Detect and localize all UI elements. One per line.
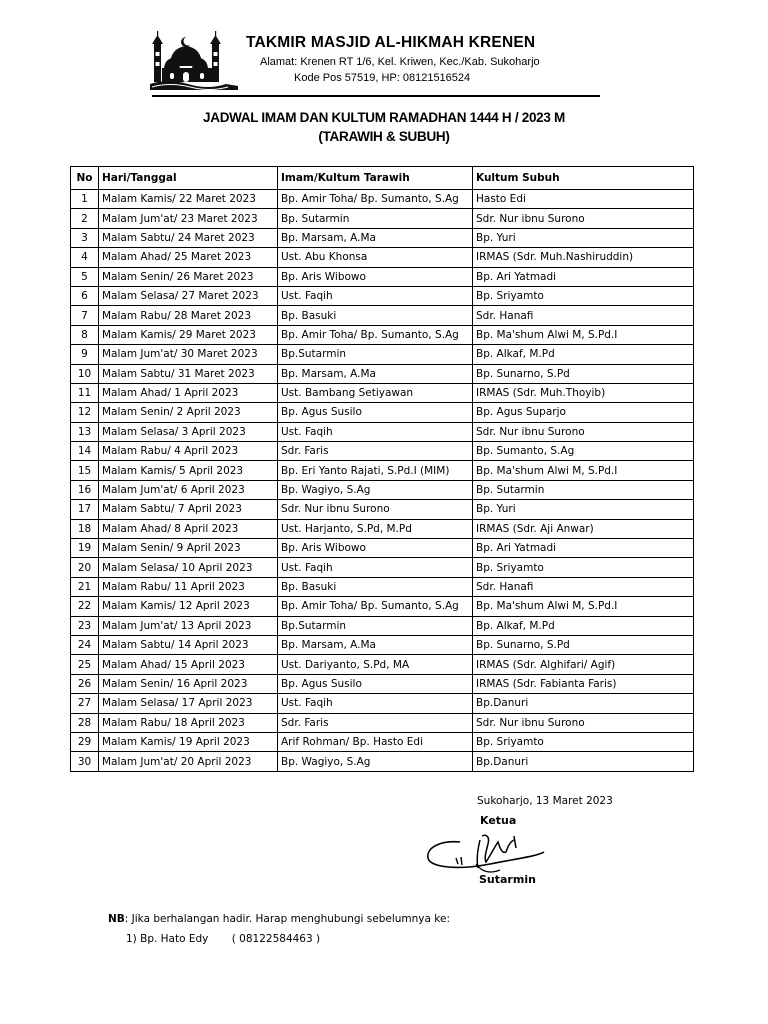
cell-date: Malam Selasa/ 3 April 2023 — [99, 422, 278, 441]
cell-subuh: Hasto Edi — [473, 190, 694, 209]
cell-subuh: Bp. Sriyamto — [473, 558, 694, 577]
cell-subuh: Bp. Ma'shum Alwi M, S.Pd.I — [473, 325, 694, 344]
cell-date: Malam Kamis/ 19 April 2023 — [99, 732, 278, 751]
cell-tarawih: Bp. Wagiyo, S.Ag — [278, 752, 473, 771]
table-row — [71, 558, 694, 577]
cell-subuh: Sdr. Hanafi — [473, 577, 694, 596]
cell-date: Malam Selasa/ 27 Maret 2023 — [99, 286, 278, 305]
cell-no: 2 — [71, 209, 99, 228]
table-row — [71, 480, 694, 499]
cell-no: 12 — [71, 403, 99, 422]
table-header-row — [71, 167, 694, 190]
cell-tarawih: Sdr. Faris — [278, 442, 473, 461]
signer-role: Ketua — [480, 814, 517, 827]
cell-subuh: Sdr. Nur ibnu Surono — [473, 422, 694, 441]
cell-subuh: Bp.Danuri — [473, 752, 694, 771]
cell-tarawih: Bp. Agus Susilo — [278, 403, 473, 422]
header-no: No — [71, 167, 99, 190]
cell-no: 10 — [71, 364, 99, 383]
cell-date: Malam Ahad/ 25 Maret 2023 — [99, 248, 278, 267]
cell-no: 21 — [71, 577, 99, 596]
cell-no: 9 — [71, 345, 99, 364]
table-row — [71, 616, 694, 635]
organization-name: TAKMIR MASJID AL-HIKMAH KRENEN — [246, 34, 536, 51]
cell-no: 28 — [71, 713, 99, 732]
letterhead — [148, 28, 600, 96]
cell-subuh: Bp. Ma'shum Alwi M, S.Pd.I — [473, 597, 694, 616]
table-row — [71, 248, 694, 267]
cell-tarawih: Bp.Sutarmin — [278, 345, 473, 364]
cell-subuh: Bp. Sriyamto — [473, 286, 694, 305]
table-row — [71, 655, 694, 674]
cell-no: 25 — [71, 655, 99, 674]
cell-tarawih: Ust. Abu Khonsa — [278, 248, 473, 267]
cell-no: 3 — [71, 228, 99, 247]
cell-subuh: IRMAS (Sdr. Fabianta Faris) — [473, 674, 694, 693]
cell-date: Malam Jum'at/ 20 April 2023 — [99, 752, 278, 771]
organization-postal-phone: Kode Pos 57519, HP: 08121516524 — [294, 72, 471, 84]
cell-subuh: Bp. Agus Suparjo — [473, 403, 694, 422]
cell-subuh: Bp. Alkaf, M.Pd — [473, 345, 694, 364]
table-row — [71, 713, 694, 732]
cell-date: Malam Rabu/ 11 April 2023 — [99, 577, 278, 596]
cell-date: Malam Jum'at/ 13 April 2023 — [99, 616, 278, 635]
table-row — [71, 500, 694, 519]
cell-tarawih: Bp. Amir Toha/ Bp. Sumanto, S.Ag — [278, 597, 473, 616]
cell-subuh: Bp.Danuri — [473, 694, 694, 713]
cell-tarawih: Bp.Sutarmin — [278, 616, 473, 635]
cell-no: 14 — [71, 442, 99, 461]
cell-no: 4 — [71, 248, 99, 267]
cell-no: 22 — [71, 597, 99, 616]
cell-subuh: Bp. Sumanto, S.Ag — [473, 442, 694, 461]
table-row — [71, 422, 694, 441]
mosque-logo-icon — [148, 30, 240, 90]
table-row — [71, 694, 694, 713]
table-row — [71, 539, 694, 558]
table-row — [71, 345, 694, 364]
cell-subuh: IRMAS (Sdr. Aji Anwar) — [473, 519, 694, 538]
cell-date: Malam Kamis/ 29 Maret 2023 — [99, 325, 278, 344]
cell-tarawih: Ust. Bambang Setiyawan — [278, 383, 473, 402]
cell-tarawih: Bp. Agus Susilo — [278, 674, 473, 693]
cell-date: Malam Jum'at/ 30 Maret 2023 — [99, 345, 278, 364]
cell-tarawih: Ust. Faqih — [278, 286, 473, 305]
table-row — [71, 597, 694, 616]
cell-date: Malam Sabtu/ 7 April 2023 — [99, 500, 278, 519]
cell-tarawih: Bp. Eri Yanto Rajati, S.Pd.I (MIM) — [278, 461, 473, 480]
cell-date: Malam Kamis/ 12 April 2023 — [99, 597, 278, 616]
cell-tarawih: Bp. Basuki — [278, 577, 473, 596]
cell-subuh: Bp. Sriyamto — [473, 732, 694, 751]
header-date: Hari/Tanggal — [99, 167, 278, 190]
cell-tarawih: Bp. Aris Wibowo — [278, 267, 473, 286]
cell-no: 24 — [71, 635, 99, 654]
cell-subuh: IRMAS (Sdr. Muh.Nashiruddin) — [473, 248, 694, 267]
place-date: Sukoharjo, 13 Maret 2023 — [477, 795, 613, 807]
cell-tarawih: Bp. Aris Wibowo — [278, 539, 473, 558]
cell-date: Malam Senin/ 9 April 2023 — [99, 539, 278, 558]
cell-date: Malam Senin/ 26 Maret 2023 — [99, 267, 278, 286]
cell-date: Malam Kamis/ 22 Maret 2023 — [99, 190, 278, 209]
cell-tarawih: Ust. Dariyanto, S.Pd, MA — [278, 655, 473, 674]
cell-no: 7 — [71, 306, 99, 325]
cell-tarawih: Sdr. Faris — [278, 713, 473, 732]
cell-subuh: Bp. Sunarno, S.Pd — [473, 635, 694, 654]
cell-tarawih: Bp. Marsam, A.Ma — [278, 635, 473, 654]
cell-date: Malam Selasa/ 10 April 2023 — [99, 558, 278, 577]
table-row — [71, 519, 694, 538]
cell-tarawih: Ust. Faqih — [278, 558, 473, 577]
cell-date: Malam Rabu/ 28 Maret 2023 — [99, 306, 278, 325]
cell-subuh: Bp. Sunarno, S.Pd — [473, 364, 694, 383]
cell-no: 17 — [71, 500, 99, 519]
cell-tarawih: Arif Rohman/ Bp. Hasto Edi — [278, 732, 473, 751]
document-title: JADWAL IMAM DAN KULTUM RAMADHAN 1444 H / 2023 M — [203, 110, 565, 125]
contact-line: 1) Bp. Hato Edy ( 08122584463 ) — [126, 933, 321, 945]
cell-no: 23 — [71, 616, 99, 635]
note-label: NB — [108, 913, 125, 925]
cell-no: 20 — [71, 558, 99, 577]
header-subuh: Kultum Subuh — [473, 167, 694, 190]
organization-address: Alamat: Krenen RT 1/6, Kel. Kriwen, Kec./Kab. Sukoharjo — [260, 56, 540, 68]
table-row — [71, 674, 694, 693]
cell-subuh: Bp. Ari Yatmadi — [473, 539, 694, 558]
table-row — [71, 732, 694, 751]
table-row — [71, 190, 694, 209]
cell-subuh: Bp. Alkaf, M.Pd — [473, 616, 694, 635]
cell-no: 19 — [71, 539, 99, 558]
cell-subuh: IRMAS (Sdr. Alghifari/ Agif) — [473, 655, 694, 674]
cell-tarawih: Bp. Marsam, A.Ma — [278, 228, 473, 247]
cell-no: 1 — [71, 190, 99, 209]
table-row — [71, 325, 694, 344]
cell-no: 15 — [71, 461, 99, 480]
cell-subuh: Bp. Yuri — [473, 228, 694, 247]
note-text: : Jika berhalangan hadir. Harap menghubungi sebelumnya ke: — [124, 913, 450, 925]
cell-subuh: Sdr. Nur ibnu Surono — [473, 713, 694, 732]
cell-date: Malam Ahad/ 8 April 2023 — [99, 519, 278, 538]
table-row — [71, 286, 694, 305]
table-row — [71, 635, 694, 654]
cell-subuh: Sdr. Hanafi — [473, 306, 694, 325]
table-row — [71, 228, 694, 247]
cell-no: 5 — [71, 267, 99, 286]
cell-date: Malam Rabu/ 18 April 2023 — [99, 713, 278, 732]
cell-date: Malam Selasa/ 17 April 2023 — [99, 694, 278, 713]
table-row — [71, 577, 694, 596]
header-tarawih: Imam/Kultum Tarawih — [278, 167, 473, 190]
document-subtitle: (TARAWIH & SUBUH) — [318, 129, 450, 144]
cell-subuh: Sdr. Nur ibnu Surono — [473, 209, 694, 228]
cell-subuh: Bp. Ma'shum Alwi M, S.Pd.I — [473, 461, 694, 480]
cell-tarawih: Bp. Basuki — [278, 306, 473, 325]
table-row — [71, 306, 694, 325]
cell-subuh: Bp. Yuri — [473, 500, 694, 519]
table-row — [71, 461, 694, 480]
table-row — [71, 267, 694, 286]
cell-date: Malam Sabtu/ 24 Maret 2023 — [99, 228, 278, 247]
schedule-table — [70, 166, 694, 772]
table-row — [71, 383, 694, 402]
cell-tarawih: Bp. Sutarmin — [278, 209, 473, 228]
cell-tarawih: Ust. Harjanto, S.Pd, M.Pd — [278, 519, 473, 538]
table-row — [71, 752, 694, 771]
table-row — [71, 364, 694, 383]
schedule-body — [71, 190, 694, 772]
table-row — [71, 403, 694, 422]
cell-tarawih: Ust. Faqih — [278, 422, 473, 441]
cell-no: 8 — [71, 325, 99, 344]
cell-tarawih: Ust. Faqih — [278, 694, 473, 713]
cell-no: 26 — [71, 674, 99, 693]
cell-date: Malam Sabtu/ 31 Maret 2023 — [99, 364, 278, 383]
cell-no: 29 — [71, 732, 99, 751]
cell-tarawih: Bp. Marsam, A.Ma — [278, 364, 473, 383]
cell-date: Malam Sabtu/ 14 April 2023 — [99, 635, 278, 654]
cell-date: Malam Senin/ 16 April 2023 — [99, 674, 278, 693]
cell-subuh: Bp. Sutarmin — [473, 480, 694, 499]
cell-date: Malam Ahad/ 1 April 2023 — [99, 383, 278, 402]
cell-date: Malam Senin/ 2 April 2023 — [99, 403, 278, 422]
cell-date: Malam Jum'at/ 6 April 2023 — [99, 480, 278, 499]
cell-tarawih: Bp. Amir Toha/ Bp. Sumanto, S.Ag — [278, 190, 473, 209]
table-row — [71, 442, 694, 461]
letterhead-divider — [152, 95, 600, 97]
cell-subuh: IRMAS (Sdr. Muh.Thoyib) — [473, 383, 694, 402]
cell-no: 13 — [71, 422, 99, 441]
cell-tarawih: Bp. Amir Toha/ Bp. Sumanto, S.Ag — [278, 325, 473, 344]
cell-no: 30 — [71, 752, 99, 771]
cell-no: 6 — [71, 286, 99, 305]
cell-no: 16 — [71, 480, 99, 499]
cell-date: Malam Kamis/ 5 April 2023 — [99, 461, 278, 480]
cell-no: 27 — [71, 694, 99, 713]
signer-name: Sutarmin — [479, 873, 536, 886]
cell-no: 18 — [71, 519, 99, 538]
cell-no: 11 — [71, 383, 99, 402]
cell-date: Malam Rabu/ 4 April 2023 — [99, 442, 278, 461]
cell-tarawih: Bp. Wagiyo, S.Ag — [278, 480, 473, 499]
table-row — [71, 209, 694, 228]
cell-tarawih: Sdr. Nur ibnu Surono — [278, 500, 473, 519]
cell-date: Malam Ahad/ 15 April 2023 — [99, 655, 278, 674]
cell-subuh: Bp. Ari Yatmadi — [473, 267, 694, 286]
footer-note — [108, 913, 450, 925]
cell-date: Malam Jum'at/ 23 Maret 2023 — [99, 209, 278, 228]
